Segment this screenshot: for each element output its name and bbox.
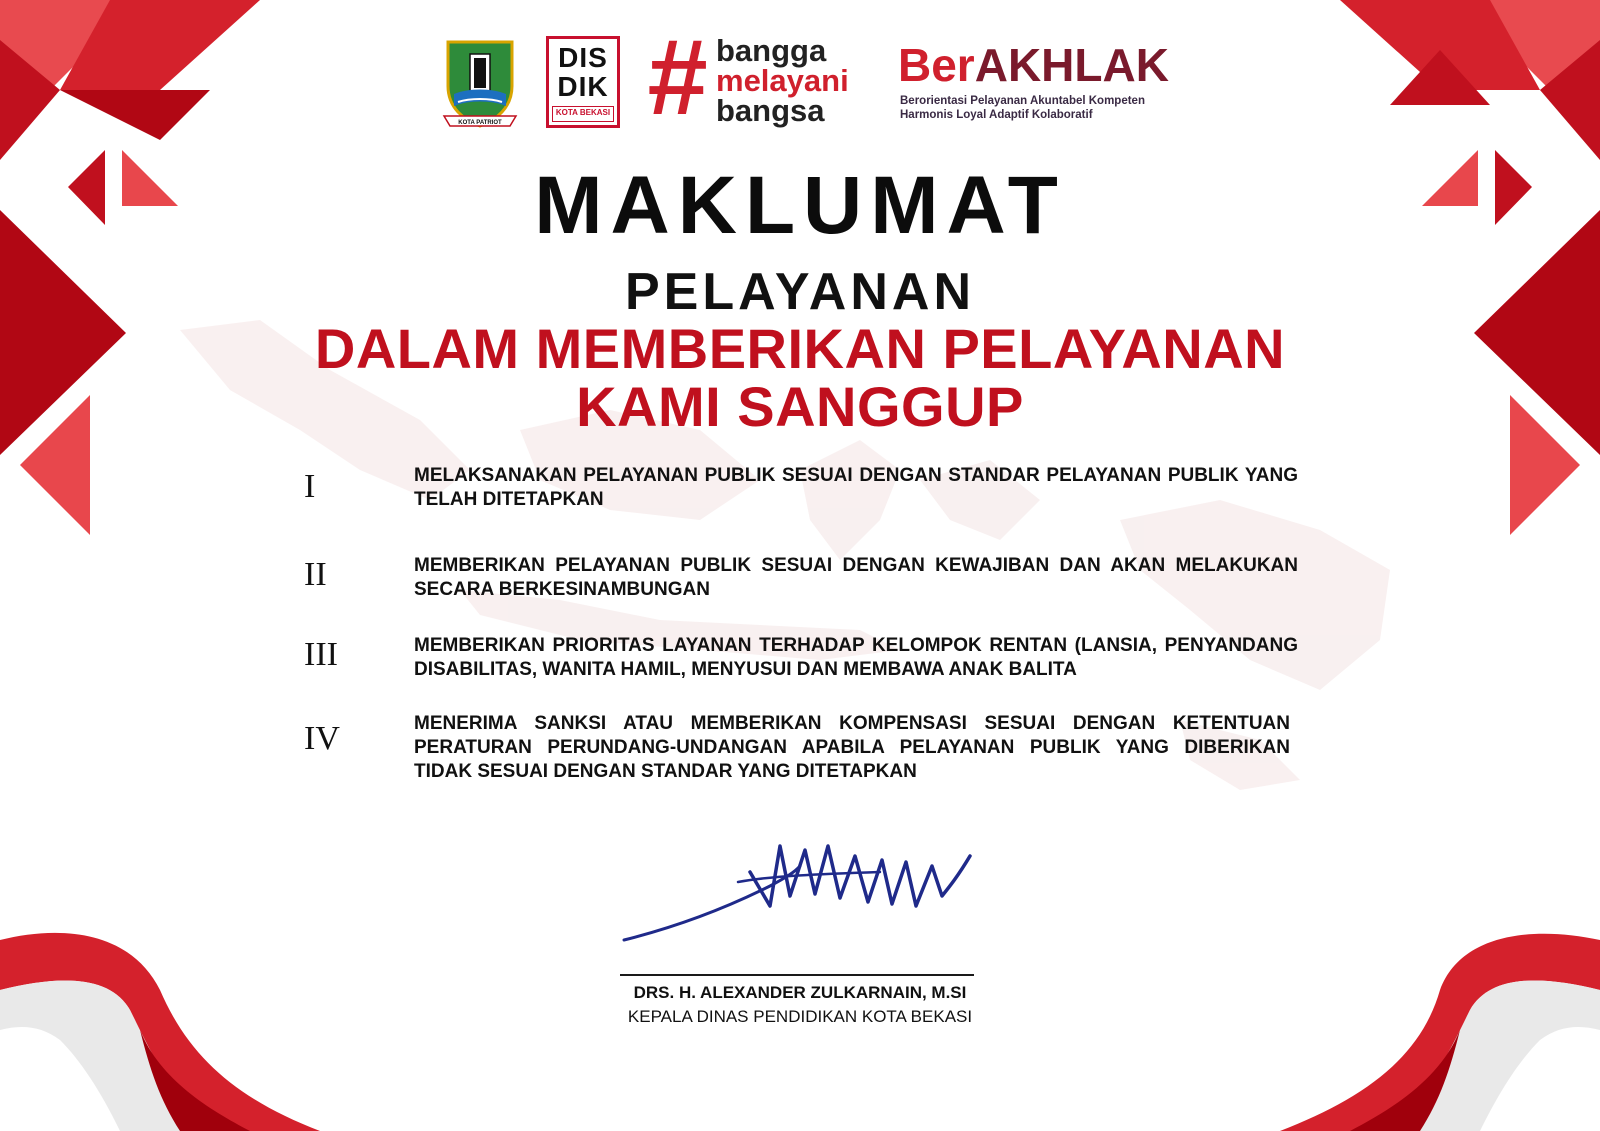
coat-of-arms-banner: KOTA PATRIOT	[458, 120, 502, 126]
item-numeral: II	[304, 556, 327, 593]
hashtag-line-1: bangga	[716, 33, 827, 68]
statement-line-2: KAMI SANGGUP	[576, 375, 1024, 438]
disdik-line-2: DIK	[557, 71, 609, 102]
statement-line-1: DALAM MEMBERIKAN PELAYANAN	[314, 317, 1286, 380]
signature-line	[620, 974, 974, 976]
item-text: MEMBERIKAN PRIORITAS LAYANAN TERHADAP KELOMPOK RENTAN (LANSIA, PENYANDANG DISABILITAS, WANITA HAMIL, MENYUSUI DAN MEMBAWA ANAK BALITA	[414, 635, 1298, 680]
signatory-position: KEPALA DINAS PENDIDIKAN KOTA BEKASI	[627, 1007, 973, 1026]
logo-row	[440, 16, 1180, 137]
statement-heading	[0, 317, 1600, 438]
item-text: MEMBERIKAN PELAYANAN PUBLIK SESUAI DENGAN KEWAJIBAN DAN AKAN MELAKUKAN SECARA BERKESINAMBUNGAN	[414, 555, 1298, 600]
bangga-melayani-bangsa-logo	[646, 16, 876, 137]
berakhlak-logo	[898, 40, 1188, 130]
hashtag-line-2: melayani	[716, 63, 849, 98]
item-text: MELAKSANAKAN PELAYANAN PUBLIK SESUAI DENGAN STANDAR PELAYANAN PUBLIK YANG TELAH DITETAPKAN	[414, 465, 1298, 510]
berakhlak-word: AKHLAK	[974, 39, 1169, 91]
page-subtitle: PELAYANAN	[624, 263, 976, 321]
hashtag-line-3: bangsa	[716, 93, 825, 128]
berakhlak-values-line-1: Berorientasi Pelayanan Akuntabel Kompeten	[900, 95, 1145, 107]
page-title: MAKLUMAT	[534, 160, 1066, 251]
item-numeral: IV	[304, 720, 340, 757]
item-numeral: III	[304, 636, 338, 673]
coat-of-arms-logo	[440, 36, 520, 130]
berakhlak-values-line-2: Harmonis Loyal Adaptif Kolaboratif	[900, 109, 1093, 121]
hashtag-symbol: #	[646, 16, 707, 137]
handwritten-signature	[620, 836, 990, 946]
berakhlak-prefix: Ber	[898, 39, 975, 91]
signatory-name: DRS. H. ALEXANDER ZULKARNAIN, M.SI	[633, 983, 967, 1002]
disdik-line-1: DIS	[558, 42, 608, 73]
disdik-subtitle: KOTA BEKASI	[552, 106, 614, 122]
item-text: MENERIMA SANKSI ATAU MEMBERIKAN KOMPENSASI SESUAI DENGAN KETENTUAN PERATURAN PERUNDANG-UNDANGAN APABILA PELAYANAN PUBLIK YANG DIBERIKAN TIDAK SESUAI DENGAN STANDAR YANG DITETAPKAN	[414, 713, 1290, 782]
item-numeral: I	[304, 468, 316, 505]
disdik-logo	[546, 36, 620, 128]
